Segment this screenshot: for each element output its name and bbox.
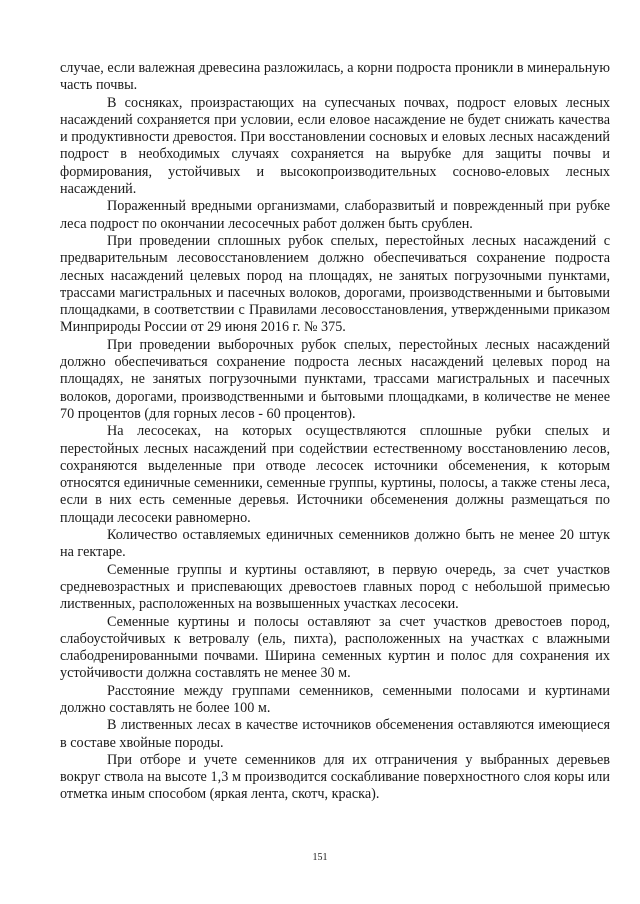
paragraph: В лиственных лесах в качестве источников обсеменения оставляются имеющиеся в составе хвойные породы. [60, 717, 610, 751]
paragraph: На лесосеках, на которых осуществляются сплошные рубки спелых и перестойных лесных насаждений при содействии естественному восстановлению лесов, сохраняются выделенные при отводе лесосек источники обсеменения, к которым относятся единичные семенники, семенные группы, куртины, полосы, а также стены леса, если в них есть семенные деревья. Источники обсеменения должны размещаться по площади лесосеки равномерно. [60, 423, 610, 526]
paragraph: При отборе и учете семенников для их отграничения у выбранных деревьев вокруг ствола на высоте 1,3 м производится соскабливание поверхностного слоя коры или отметка иным способом (яркая лента, скотч, краска). [60, 751, 610, 803]
paragraph: Количество оставляемых единичных семенников должно быть не менее 20 штук на гектаре. [60, 527, 610, 561]
paragraph: Семенные куртины и полосы оставляют за счет участков древостоев пород, слабоустойчивых к ветровалу (ель, пихта), расположенных на участках с влажными слабодренированными почвами. Ширина семенных куртин и полос для сохранения их устойчивости должна составлять не менее 30 м. [60, 613, 610, 682]
paragraph: При проведении выборочных рубок спелых, перестойных лесных насаждений должно обеспечиваться сохранение подроста лесных насаждений целевых пород на площадях, не занятых погрузочными пунктами, трассами магистральных и пасечных волоков, дорогами, производственными и бытовыми площадками, в количестве не менее 70 процентов (для горных лесов - 60 процентов). [60, 336, 610, 422]
paragraph-continuation: случае, если валежная древесина разложилась, а корни подроста проникли в минеральную часть почвы. [60, 60, 610, 94]
document-body [60, 60, 610, 804]
paragraph: Расстояние между группами семенников, семенными полосами и куртинами должно составлять не более 100 м. [60, 682, 610, 716]
paragraph: При проведении сплошных рубок спелых, перестойных лесных насаждений с предварительным лесовосстановлением должно обеспечиваться сохранение подроста лесных насаждений целевых пород на площадях, не занятых погрузочными пунктами, трассами магистральных и пасечных волоков, дорогами, производственными и бытовыми площадками, в соответствии с Правилами лесовосстановления, утвержденными приказом Минприроды России от 29 июня 2016 г. № 375. [60, 232, 610, 336]
paragraph: Семенные группы и куртины оставляют, в первую очередь, за счет участков средневозрастных и приспевающих древостоев главных пород с небольшой примесью лиственных, расположенных на возвышенных участках лесосеки. [60, 561, 610, 613]
page-number: 151 [312, 852, 328, 863]
paragraph: Пораженный вредными организмами, слаборазвитый и поврежденный при рубке леса подрост по окончании лесосечных работ должен быть срублен. [60, 198, 610, 232]
paragraph: В сосняках, произрастающих на супесчаных почвах, подрост еловых лесных насаждений сохраняется при условии, если еловое насаждение не будет снижать качества и продуктивности древостоя. При восстановлении сосновых и еловых лесных насаждений подрост в необходимых случаях сохраняется на вырубке для защиты почвы и формирования, устойчивых и высокопроизводительных сосново-еловых лесных насаждений. [60, 94, 610, 198]
